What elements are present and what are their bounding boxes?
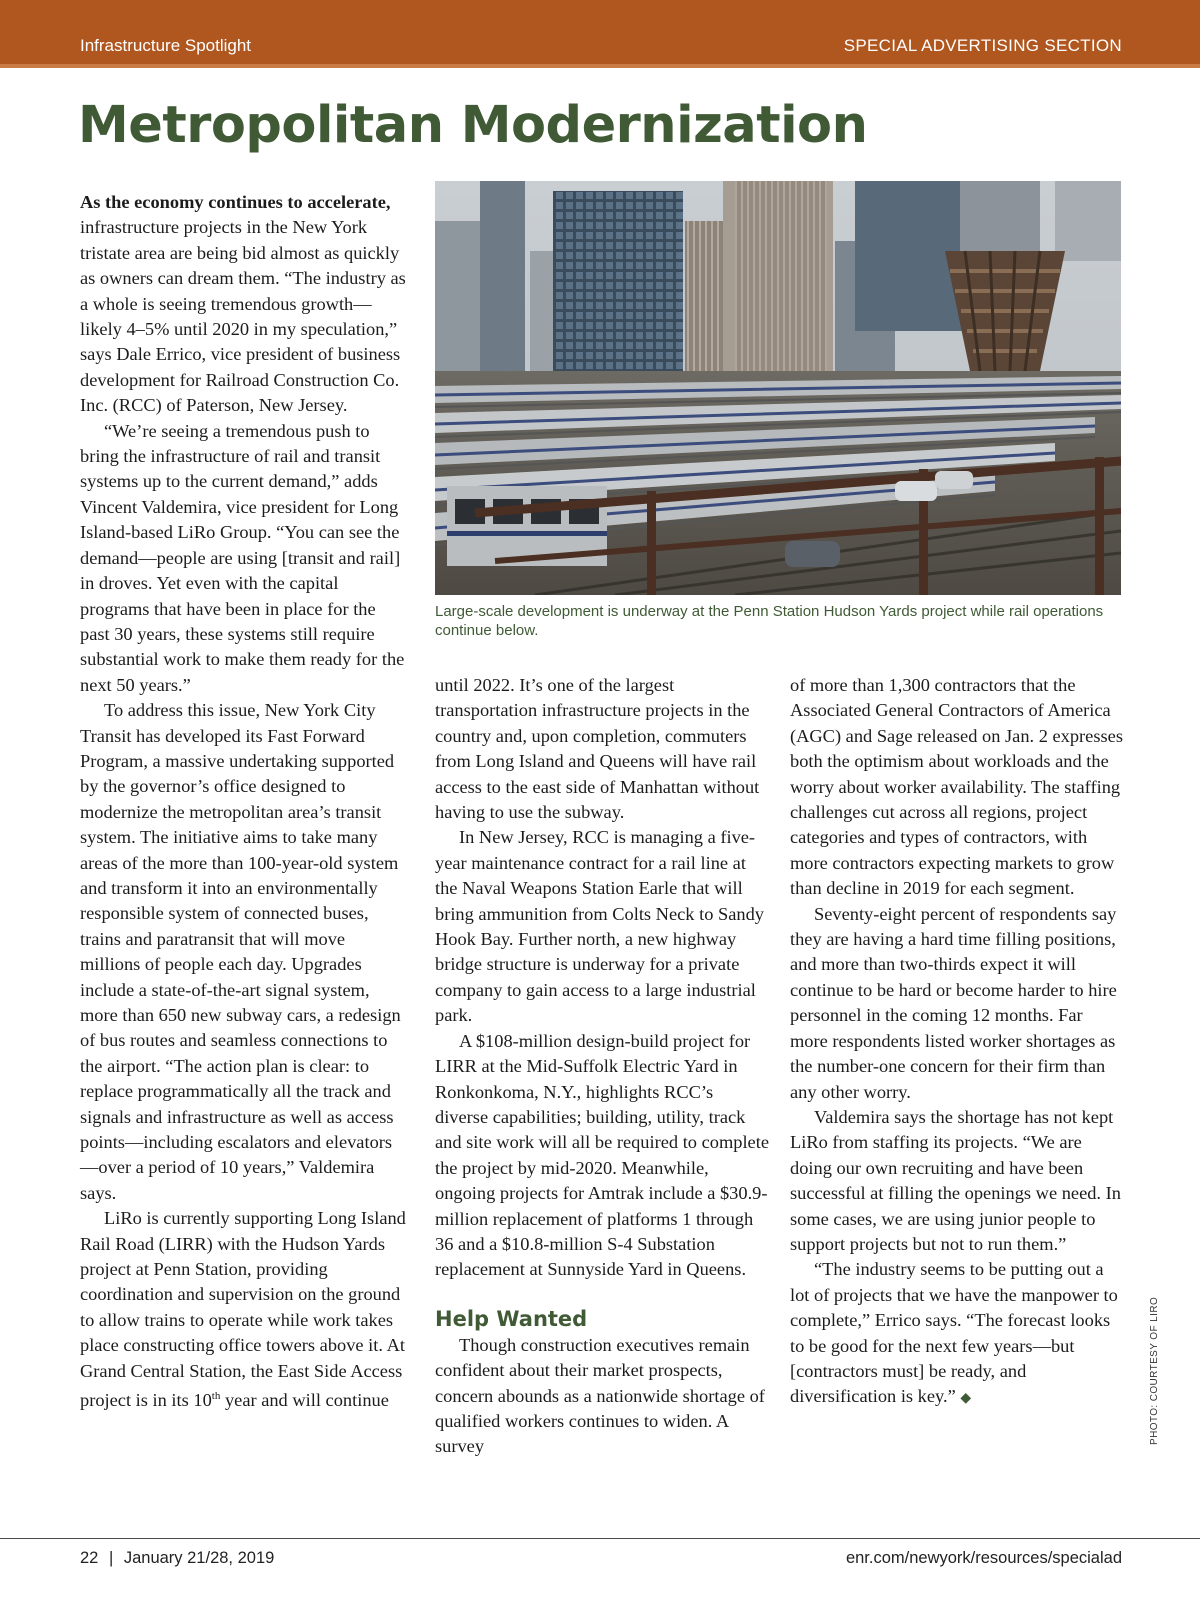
paragraph: “We’re seeing a tremendous push to bring the infrastructure of rail and transit systems up to the current demand,” adds Vincent Valdemira, vice president for Long Island-based LiRo Group. “You can see the demand—people are using [transit and rail] in droves. Yet even with the capital programs that have been in place for the past 30 years, these systems still require substantial work to make them ready for the next 50 years.” bbox=[80, 420, 405, 695]
paragraph-text: “The industry seems to be putting out a lot of projects that we have the manpower to complete,” Errico says. “The forecast looks to be good for the next few years—but [contractors must] be ready, and diversification is key.” bbox=[790, 1259, 1118, 1407]
superscript: th bbox=[211, 1390, 221, 1403]
advertising-label: SPECIAL ADVERTISING SECTION bbox=[843, 36, 1122, 55]
article-column-3 bbox=[790, 673, 1124, 1412]
article-column-2 bbox=[435, 673, 769, 1460]
end-mark-icon: ◆ bbox=[960, 1391, 972, 1407]
subhead-help-wanted: Help Wanted bbox=[435, 1306, 588, 1331]
paragraph: of more than 1,300 contractors that the Associated General Contractors of America (AGC) and Sage released on Jan. 2 expresses both the optimism about workloads and the worry about worker availability. The staffing challenges cut across all regions, project categories and types of contractors, with more contractors expecting markets to grow than decline in 2019 for each segment. bbox=[790, 675, 1123, 899]
paragraph: A $108-million design-build project for LIRR at the Mid-Suffolk Electric Yard in Ronkonkoma, N.Y., highlights RCC’s diverse capabilities; building, utility, track and site work will all be required to complete the project by mid-2020. Meanwhile, ongoing projects for Amtrak include a $30.9-million replacement of platforms 1 through 36 and a $10.8-million S-4 Substation replacement at Sunnyside Yard in Queens. bbox=[435, 1030, 769, 1280]
paragraph bbox=[80, 190, 408, 419]
building bbox=[735, 181, 827, 381]
section-label: Infrastructure Spotlight bbox=[80, 36, 252, 55]
page-number: 22 bbox=[80, 1549, 99, 1567]
paragraph: Seventy-eight percent of respondents say they are having a hard time filling positions, and more than two-thirds expect it will continue to be hard or become harder to hire personnel in the coming 12 months. Far more respondents listed worker shortages as the number-one concern for their firm than any other worry. bbox=[790, 903, 1117, 1102]
paragraph: To address this issue, New York City Transit has developed its Fast Forward Program, a massive undertaking supported by the governor’s office designed to modernize the metropolitan area’s transit system. The initiative aims to take many areas of the more than 100-year-old system and transform it into an environmentally responsible system of connected buses, trains and paratransit that will move millions of people each day. Upgrades include a state-of-the-art signal system, more than 650 new subway cars, a redesign of bus routes and seamless connections to the airport. “The action plan is clear: to replace programmatically all the track and signals and infrastructure as well as access points—including escalators and elevators—over a period of 10 years,” Valdemira says. bbox=[80, 700, 401, 1203]
footer-rule bbox=[0, 1538, 1200, 1539]
issue-date: January 21/28, 2019 bbox=[123, 1549, 275, 1567]
paragraph bbox=[80, 1206, 408, 1413]
paragraph: Valdemira says the shortage has not kept LiRo from staffing its projects. “We are doing our own recruiting and have been successful at filling the openings we need. In some cases, we are using junior people to support projects but not to run them.” bbox=[790, 1106, 1121, 1254]
building bbox=[553, 191, 683, 391]
paragraph: until 2022. It’s one of the largest transportation infrastructure projects in the country and, upon completion, commuters from Long Island and Queens will have rail access to the east side of Manhattan without having to use the subway. bbox=[435, 675, 760, 823]
paragraph: In New Jersey, RCC is managing a five-year maintenance contract for a rail line at the Naval Weapons Station Earle that will bring ammunition from Colts Neck to Sandy Hook Bay. Further north, a new highway bridge structure is underway for a private company to gain access to a large industrial park. bbox=[435, 827, 764, 1026]
paragraph-text: year and will continue bbox=[220, 1390, 389, 1411]
article-column-1 bbox=[80, 190, 408, 1414]
lead-in: As the economy continues to accelerate, bbox=[80, 192, 391, 212]
photo-illustration bbox=[435, 181, 1121, 595]
footer-url: enr.com/newyork/resources/specialad bbox=[845, 1549, 1122, 1567]
hudson-yards-photo bbox=[435, 181, 1121, 595]
footer-issue-info bbox=[80, 1549, 274, 1568]
paragraph-text: LiRo is currently supporting Long Island Rail Road (LIRR) with the Hudson Yards project at Penn Station, providing coordination and supervision on the ground to allow trains to operate while work takes place constructing office towers above it. At Grand Central Station, the East Side Access project is in its 10 bbox=[80, 1208, 406, 1411]
article-title: Metropolitan Modernization bbox=[78, 96, 868, 155]
paragraph-text: infrastructure projects in the New York tristate area are being bid almost as quickly as owners can dream them. “The industry as a whole is seeing tremendous growth—likely 4–5% until 2020 in my speculation,” says Dale Errico, vice president of business development for Railroad Construction Co. Inc. (RCC) of Paterson, New Jersey. bbox=[80, 217, 406, 416]
paragraph: Though construction executives remain confident about their market prospects, concern abounds as a nationwide shortage of qualified workers continues to widen. A survey bbox=[435, 1334, 765, 1457]
footer-separator: | bbox=[108, 1549, 114, 1567]
building bbox=[1055, 181, 1121, 261]
paragraph bbox=[790, 1257, 1124, 1411]
top-banner bbox=[0, 0, 1200, 68]
building bbox=[480, 181, 525, 401]
photo-caption: Large-scale development is underway at the Penn Station Hudson Yards project while rail operations continue below. bbox=[435, 603, 1104, 639]
photo-credit: PHOTO: COURTESY OF LIRO bbox=[1149, 1296, 1160, 1445]
